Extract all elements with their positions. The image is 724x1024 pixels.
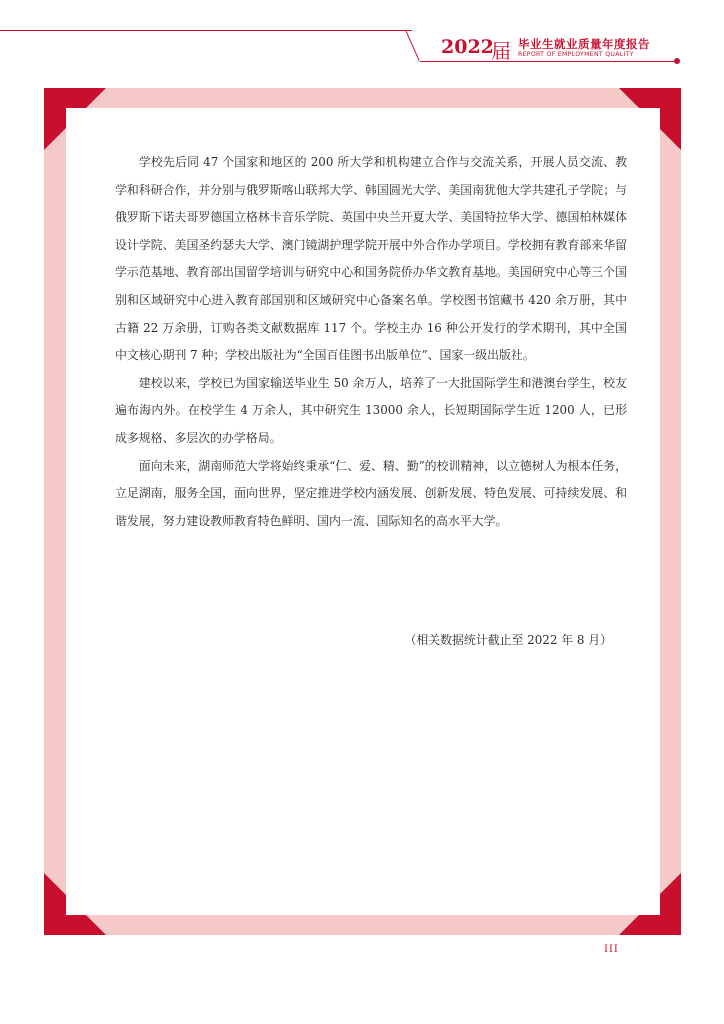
- paragraph-international-cooperation: 学校先后同 47 个国家和地区的 200 所大学和机构建立合作与交流关系，开展人员交流、教学和科研合作，并分别与俄罗斯喀山联邦大学、韩国圆光大学、美国南犹他大学共建孔子学院；与俄罗斯下诺夫哥罗德国立格林卡音乐学院、英国中央兰开夏大学、美国特拉华大学、德国柏林媒体设计学院、美国圣约瑟夫大学、澳门镜湖护理学院开展中外合作办学项目。学校拥有教育部来华留学示范基地、教育部出国留学培训与研究中心和国务院侨办华文教育基地。美国研究中心等三个国别和区域研究中心进入教育部国别和区域研究中心备案名单。学校图书馆藏书 420 余万册，其中古籍 22 万余册，订购各类文献数据库 117 个。学校主办 16 种公开发行的学术期刊，其中全国中文核心期刊 7 种；学校出版社为“全国百佳图书出版单位”、国家一级出版社。: [115, 155, 627, 363]
- paragraph-graduates: 建校以来，学校已为国家输送毕业生 50 余万人，培养了一大批国际学生和港澳台学生，校友遍布海内外。在校学生 4 万余人，其中研究生 13000 余人，长短期国际学生近 1200 人，已形成多规格、多层次的办学格局。: [115, 375, 627, 445]
- header-underline: [420, 61, 678, 62]
- header-year: 2022: [441, 36, 494, 58]
- body-text: [115, 149, 627, 535]
- header-title-en: REPORT OF EMPLOYMENT QUALITY: [518, 51, 634, 58]
- page-number: III: [604, 944, 619, 955]
- header-ji: 届: [491, 39, 511, 63]
- header-rule-slant: [405, 30, 420, 61]
- header-title-cn: 毕业生就业质量年度报告: [518, 37, 650, 51]
- data-cutoff-note: （相关数据统计截止至 2022 年 8 月）: [404, 633, 612, 647]
- header-rule: [0, 30, 412, 31]
- paragraph-future: 面向未来，湖南师范大学将始终秉承“仁、爱、精、勤”的校训精神，以立德树人为根本任务，立足湖南，服务全国，面向世界，坚定推进学校内涵发展、创新发展、特色发展、可持续发展、和谐发展，努力建设教师教育特色鲜明、国内一流、国际知名的高水平大学。: [115, 458, 627, 528]
- header-dot: [674, 58, 680, 64]
